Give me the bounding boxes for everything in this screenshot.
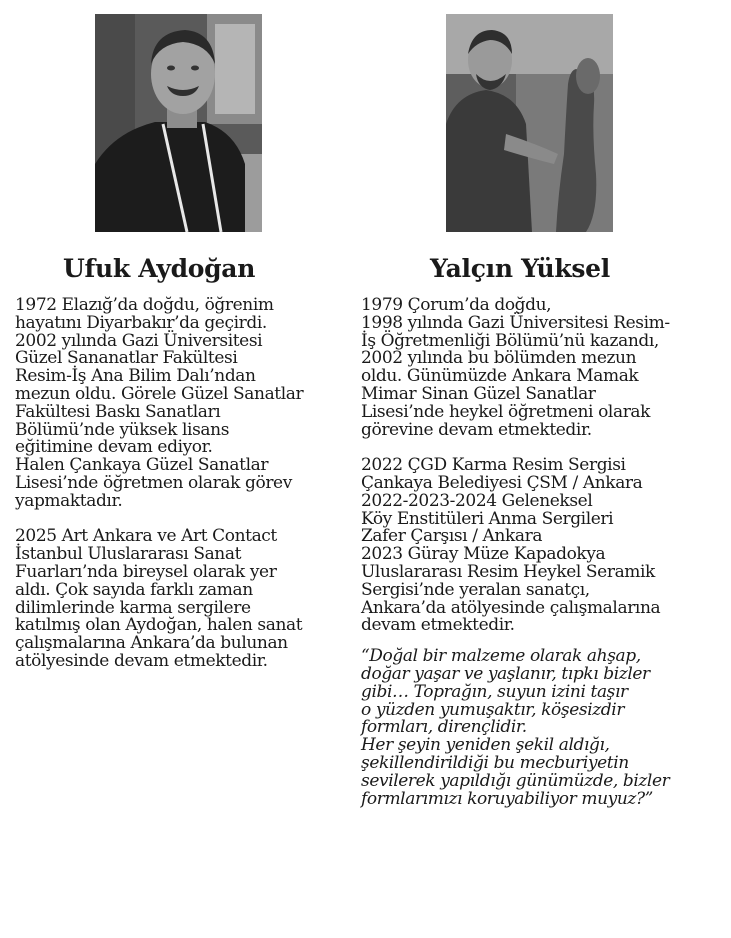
text-line: Lisesi’nde öğretmen olarak görev [15,472,292,493]
text-line: Zafer Çarşısı / Ankara [361,526,543,547]
text-line: 2022-2023-2024 Geleneksel [361,490,593,511]
quote-line: gibi… Toprağın, suyun izini taşır [361,681,628,702]
text-line: yapmaktadır. [15,490,123,511]
quote-line: formları, dirençlidir. [361,717,527,738]
text-line: Sergisi’nde yeralan sanatçı, [361,579,590,600]
text-line: 2022 ÇGD Karma Resim Sergisi [361,455,626,476]
text-line: Halen Çankaya Güzel Sanatlar [15,455,269,476]
artist-quote [361,648,721,808]
text-line: Fuarları’nda bireysel olarak yer [15,561,277,582]
text-line: Resim-İş Ana Bilim Dalı’ndan [15,366,256,387]
text-line: Köy Enstitüleri Anma Sergileri [361,508,614,529]
biography-paragraph [15,297,355,511]
exhibitions-paragraph [361,457,721,635]
quote-line: “Doğal bir malzeme olarak ahşap, [361,646,641,667]
text-line: Güzel Sananatlar Fakültesi [15,348,238,369]
text-line: 1998 yılında Gazi Üniversitesi Resim- [361,312,670,333]
text-line: 2023 Güray Müze Kapadokya [361,544,606,565]
text-line: Çankaya Belediyesi ÇSM / Ankara [361,472,643,493]
text-line: Bölümü’nde yüksek lisans [15,419,230,440]
exhibitions-paragraph [15,528,355,670]
text-line: İş Öğretmenliği Bölümü’nü kazandı, [361,330,659,351]
text-line: hayatını Diyarbakır’da geçirdi. [15,312,267,333]
text-line: aldı. Çok sayıda farklı zaman [15,579,253,600]
text-line: görevine devam etmektedir. [361,419,592,440]
text-line: Ankara’da atölyesinde çalışmalarına [361,597,661,618]
quote-line: o yüzden yumuşaktır, köşesizdir [361,699,625,720]
bio-column-right [361,297,721,808]
quote-line: formlarımızı koruyabiliyor muyuz?” [361,788,653,809]
bio-column-left [15,297,355,671]
portrait-photo-yalcin-yuksel [446,14,613,232]
quote-line: sevilerek yapıldığı günümüzde, bizler [361,770,670,791]
text-line: dilimlerinde karma sergilere [15,597,251,618]
text-line: Lisesi’nde heykel öğretmeni olarak [361,401,651,422]
text-line: katılmış olan Aydoğan, halen sanat [15,615,303,636]
text-line: Mimar Sinan Güzel Sanatlar [361,383,596,404]
portrait-photo-ufuk-aydogan [95,14,262,232]
text-line: devam etmektedir. [361,615,515,636]
quote-line: doğar yaşar ve yaşlanır, tıpkı bizler [361,663,650,684]
biography-paragraph [361,297,721,439]
text-line: 1972 Elazığ’da doğdu, öğrenim [15,295,274,315]
text-line: 2025 Art Ankara ve Art Contact [15,526,277,547]
text-line: oldu. Günümüzde Ankara Mamak [361,366,639,387]
text-line: eğitimine devam ediyor. [15,437,213,458]
text-line: Fakültesi Baskı Sanatları [15,401,221,422]
text-line: mezun oldu. Görele Güzel Sanatlar [15,383,304,404]
artist-name-yalcin-yuksel: Yalçın Yüksel [430,254,610,283]
text-line: İstanbul Uluslararası Sanat [15,544,242,565]
quote-line: şekillendirildiği bu mecburiyetin [361,752,629,773]
text-line: 1979 Çorum’da doğdu, [361,295,552,315]
text-line: 2002 yılında Gazi Üniversitesi [15,330,263,351]
text-line: çalışmalarına Ankara’da bulunan [15,633,288,654]
text-line: atölyesinde devam etmektedir. [15,650,268,671]
text-line: Uluslararası Resim Heykel Seramik [361,561,655,582]
quote-line: Her şeyin yeniden şekil aldığı, [361,735,610,756]
text-line: 2002 yılında bu bölümden mezun [361,348,637,369]
artist-name-ufuk-aydogan: Ufuk Aydoğan [63,254,256,283]
